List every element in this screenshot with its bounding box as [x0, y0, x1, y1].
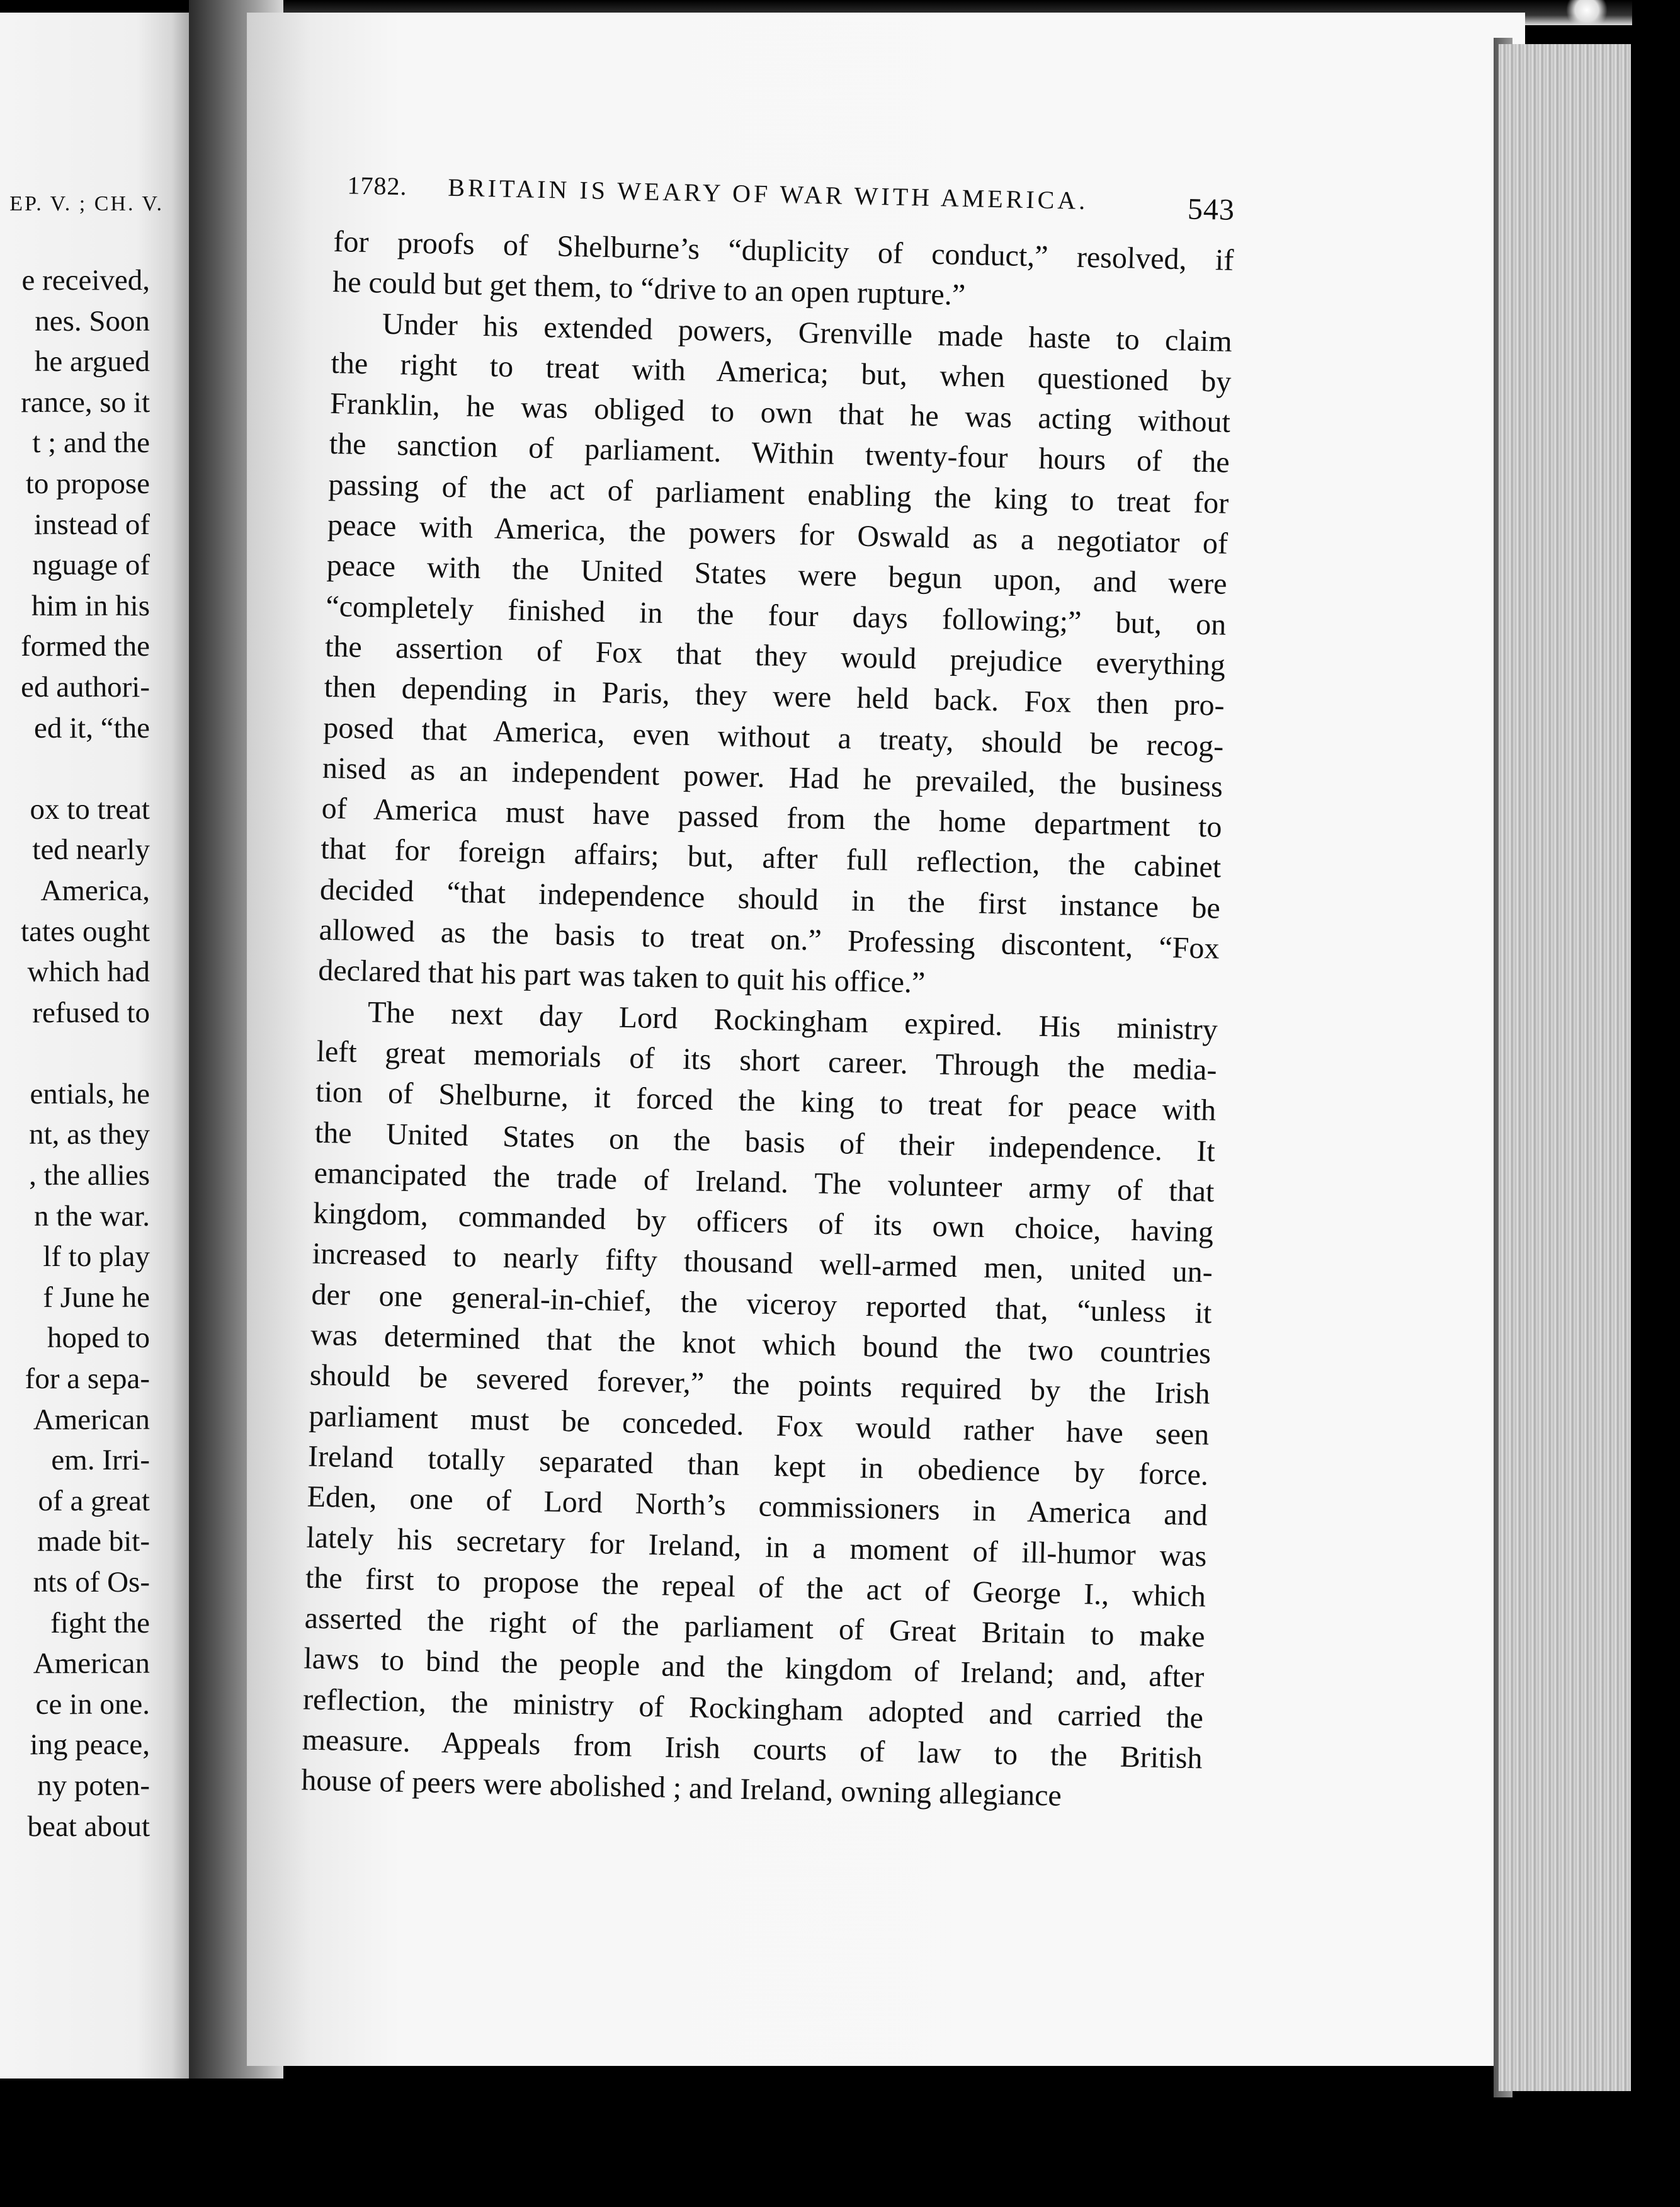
text-line: decided “that independence should in the first instance be: [319, 872, 1221, 925]
text-line: peace with the United States were begun upon, and were: [326, 549, 1228, 602]
left-page-line: tates ought: [21, 915, 150, 948]
text-line: nised as an independent power. Had he prevailed, the business: [322, 751, 1223, 804]
left-page-line: ted nearly: [32, 833, 150, 867]
left-page-line: him in his: [31, 589, 150, 622]
left-page-line: t ; and the: [32, 426, 150, 460]
text-line: Under his extended powers, Grenville made haste to claim: [382, 307, 1233, 358]
text-line: Ireland totally separated than kept in obedience by force.: [307, 1439, 1209, 1492]
left-page-line: [0, 1033, 150, 1074]
text-line: Franklin, he was obliged to own that he was acting without: [329, 387, 1231, 440]
page-content: [301, 170, 1235, 1820]
text-line: increased to nearly fifty thousand well-armed men, united un-: [312, 1237, 1213, 1289]
left-running-head: EP. V. ; CH. V.: [9, 192, 164, 215]
running-head-year: 1782.: [347, 171, 407, 201]
text-line: the first to propose the repeal of the act of George I., which: [305, 1561, 1206, 1614]
text-line: tion of Shelburne, it forced the king to treat for peace with: [315, 1075, 1217, 1127]
text-line: passing of the act of parliament enabling the king to treat for: [327, 467, 1229, 520]
text-line: laws to bind the people and the kingdom of Ireland; and, after: [303, 1641, 1205, 1694]
text-line: allowed as the basis to treat on.” Professing discontent, “Fox: [319, 913, 1220, 966]
left-page-line: to propose: [25, 467, 150, 500]
text-line: then depending in Paris, they were held back. Fox then pro-: [324, 670, 1225, 723]
left-page-line: nts of Os-: [33, 1566, 150, 1599]
book-fore-edge: [1499, 44, 1631, 2091]
left-page-line: beat about: [27, 1810, 150, 1843]
left-page-line: instead of: [33, 508, 150, 541]
text-line: he could but get them, to “drive to an open rupture.”: [332, 265, 966, 312]
left-page-line: [0, 748, 150, 789]
left-page-line: formed the: [21, 630, 150, 663]
left-page-text: [0, 260, 150, 1847]
left-page-line: made bit-: [37, 1525, 150, 1558]
left-page-line: nes. Soon: [35, 304, 150, 338]
right-page: [247, 13, 1525, 2066]
body-text: [301, 222, 1234, 1820]
left-page-line: of a great: [38, 1484, 150, 1517]
left-page-line: America,: [40, 874, 150, 907]
text-line: posed that America, even without a treaty, should be recog-: [322, 710, 1224, 763]
left-page-line: f June he: [43, 1280, 150, 1314]
left-page-line: entials, he: [30, 1077, 150, 1110]
left-page-line: American: [33, 1403, 150, 1436]
text-line: left great memorials of its short career. Through the media-: [316, 1034, 1217, 1087]
text-line: the United States on the basis of their independence. It: [314, 1115, 1216, 1168]
text-line: for proofs of Shelburne’s “duplicity of conduct,” resolved, if: [333, 224, 1234, 277]
left-page-line: refused to: [32, 996, 150, 1029]
text-line: measure. Appeals from Irish courts of law to the British: [302, 1723, 1203, 1776]
left-page-line: American: [33, 1647, 150, 1680]
text-line: lately his secretary for Ireland, in a moment of ill-humor was: [305, 1520, 1207, 1573]
page-number: 543: [1187, 192, 1235, 227]
left-page-line: ed authori-: [21, 670, 150, 704]
text-line: der one general-in-chief, the viceroy reported that, “unless it: [311, 1277, 1212, 1330]
text-line: the assertion of Fox that they would prejudice everything: [324, 629, 1226, 682]
text-line: reflection, the ministry of Rockingham adopted and carried the: [302, 1682, 1204, 1735]
text-line: was determined that the knot which bound the two countries: [310, 1318, 1212, 1371]
text-line: peace with America, the powers for Oswald as a negotiator of: [327, 508, 1229, 561]
left-page-line: nt, as they: [29, 1118, 150, 1151]
text-line: Eden, one of Lord North’s commissioners in America and: [307, 1480, 1208, 1532]
text-line: “completely finished in the four days following;” but, on: [325, 589, 1227, 642]
left-page-line: lf to play: [43, 1240, 150, 1274]
left-page-line: e received,: [21, 264, 150, 297]
text-line: of America must have passed from the home department to: [321, 791, 1223, 844]
text-line: declared that his part was taken to quit his office.”: [317, 954, 926, 1000]
left-page-line: ce in one.: [35, 1687, 150, 1721]
left-page-line: rance, so it: [21, 385, 150, 419]
left-page-line: he argued: [34, 345, 150, 379]
left-page-line: which had: [27, 955, 150, 989]
running-head-title: BRITAIN IS WEARY OF WAR WITH AMERICA.: [447, 173, 1089, 215]
left-page-line: n the war.: [33, 1199, 150, 1233]
text-line: parliament must be conceded. Fox would rather have seen: [309, 1399, 1210, 1452]
running-head: [334, 170, 1235, 233]
text-line: The next day Lord Rockingham expired. His ministry: [367, 995, 1218, 1047]
text-line: emancipated the trade of Ireland. The volunteer army of that: [314, 1156, 1215, 1209]
corner-glare: [1562, 0, 1612, 25]
text-line: asserted the right of the parliament of Great Britain to make: [304, 1601, 1206, 1654]
text-line: kingdom, commanded by officers of its own choice, having: [312, 1196, 1214, 1249]
left-page-line: em. Irri-: [51, 1444, 150, 1477]
left-page-line: hoped to: [47, 1321, 150, 1355]
text-line: should be severed forever,” the points required by the Irish: [309, 1358, 1211, 1411]
text-line: the sanction of parliament. Within twenty-four hours of the: [329, 427, 1230, 480]
left-page: [0, 13, 195, 2079]
text-line: that for foreign affairs; but, after full reflection, the cabinet: [320, 832, 1222, 885]
left-page-line: for a sepa-: [25, 1362, 150, 1396]
left-page-line: ing peace,: [30, 1728, 150, 1762]
left-page-line: nguage of: [32, 549, 150, 582]
left-page-line: ed it, “the: [33, 711, 150, 744]
left-page-line: , the allies: [29, 1159, 150, 1192]
text-line: house of peers were abolished ; and Ireland, owning allegiance: [300, 1763, 1062, 1813]
left-page-line: fight the: [50, 1606, 150, 1640]
left-page-line: ox to treat: [30, 792, 150, 826]
left-page-line: ny poten-: [37, 1769, 150, 1802]
text-line: the right to treat with America; but, when questioned by: [331, 346, 1232, 399]
